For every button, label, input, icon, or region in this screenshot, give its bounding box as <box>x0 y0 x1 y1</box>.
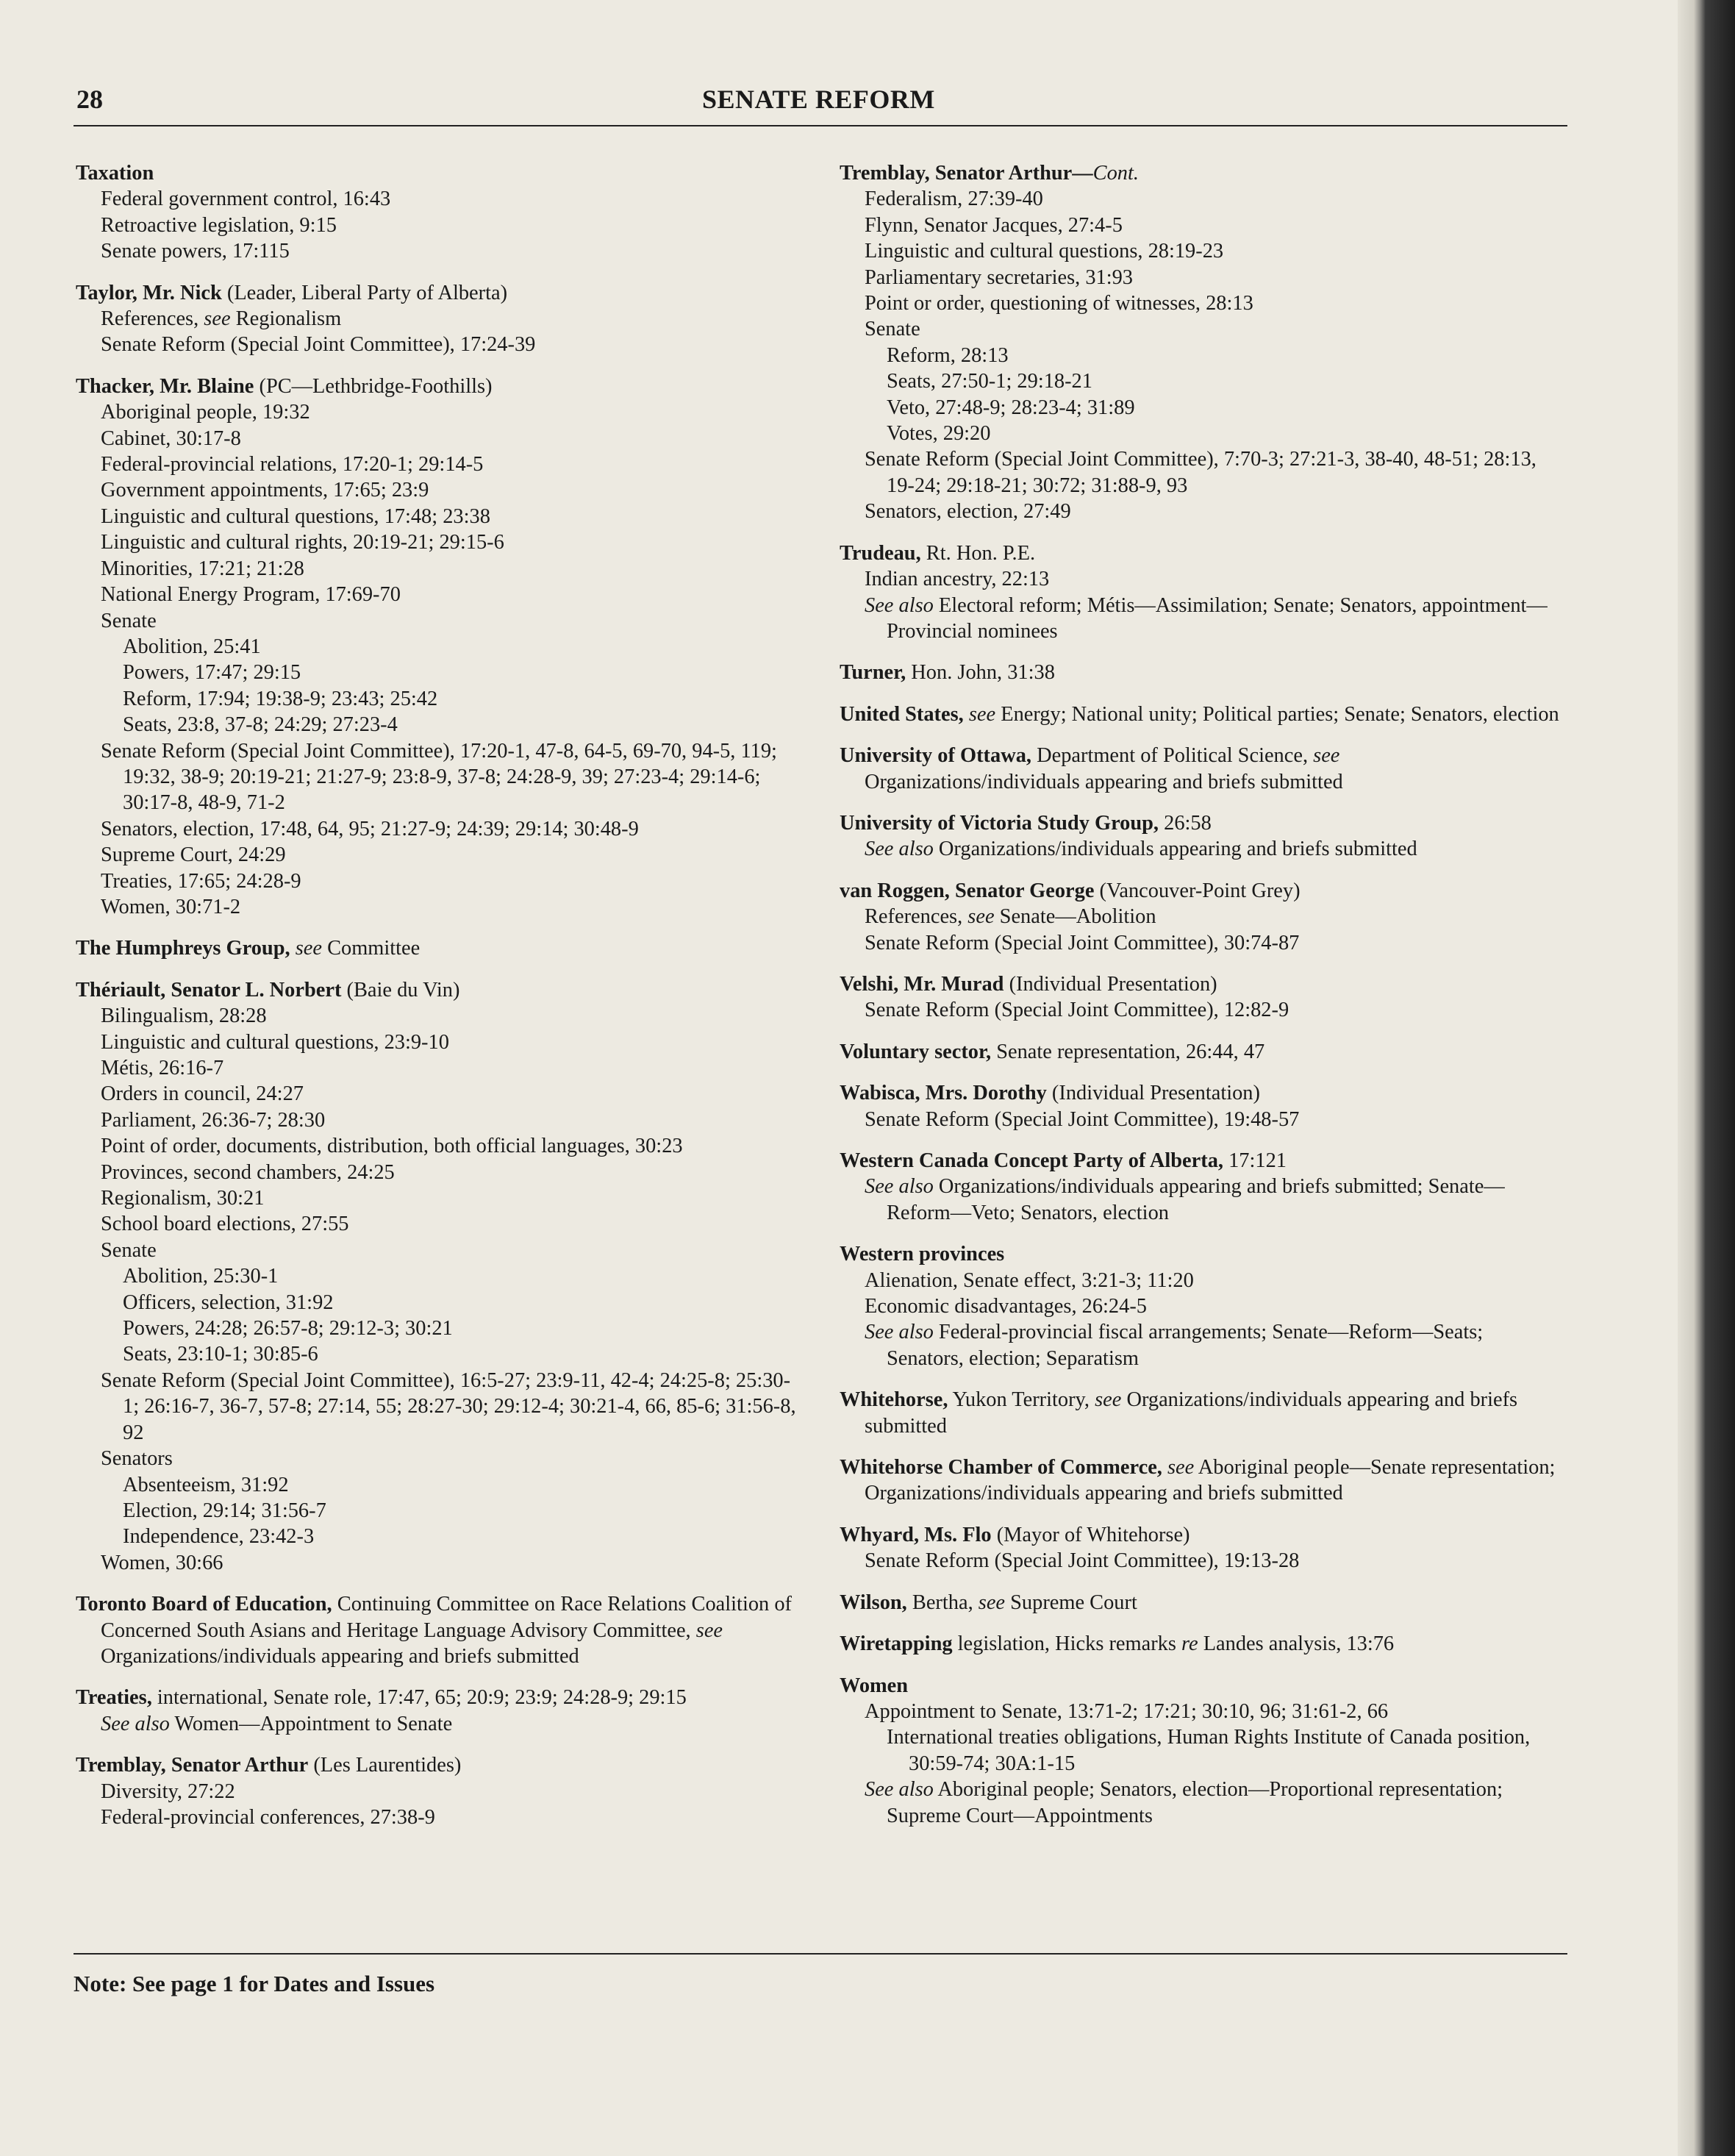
subentry: Senate <box>865 318 920 341</box>
index-entry-united-states <box>840 702 1560 727</box>
subentry: Linguistic and cultural questions, 17:48; 23:38 <box>101 504 490 528</box>
subentry: Senators, election, 27:49 <box>865 500 1071 524</box>
continued-label: Cont. <box>1092 162 1139 185</box>
running-title: SENATE REFORM <box>702 85 935 114</box>
subentry: Senators, election, 17:48, 64, 95; 21:27-9; 24:39; 29:14; 30:48-9 <box>101 817 639 840</box>
entry-heading-line <box>840 660 1560 685</box>
subentry: Orders in council, 24:27 <box>101 1082 304 1106</box>
see-reference: see <box>1313 744 1340 768</box>
see-also-text: Organizations/individuals appearing and briefs submitted; Senate—Reform—Veto; Senators, election <box>887 1175 1505 1224</box>
entry-text: international, Senate role, 17:47, 65; 20:9; 23:9; 24:28-9; 29:15 <box>151 1686 687 1710</box>
entry-text: Hon. John, 31:38 <box>906 661 1055 685</box>
subentry: Treaties, 17:65; 24:28-9 <box>101 869 301 893</box>
entry-heading-line <box>840 1590 1560 1616</box>
entry-text: legislation, Hicks remarks <box>952 1632 1181 1656</box>
see-also-text: Electoral reform; Métis—Assimilation; Senate; Senators, appointment—Provincial nominees <box>887 593 1548 643</box>
subentry: Regionalism, 30:21 <box>101 1187 265 1210</box>
entry-text: Landes analysis, 13:76 <box>1198 1632 1395 1656</box>
index-entry-velshi <box>840 971 1560 1024</box>
entry-heading-line <box>840 1631 1560 1657</box>
index-entry-toronto <box>76 1591 796 1669</box>
entry-heading: Thériault, Senator L. Norbert <box>76 978 342 1002</box>
index-entry-wiretapping <box>840 1631 1560 1657</box>
sub-subentry: Abolition, 25:41 <box>123 635 261 658</box>
sub-subentry: Veto, 27:48-9; 28:23-4; 31:89 <box>887 396 1135 419</box>
entry-heading: Velshi, Mr. Murad <box>840 972 1004 996</box>
see-reference: see <box>1095 1388 1122 1412</box>
subentry: School board elections, 27:55 <box>101 1213 349 1236</box>
entry-text: Organizations/individuals appearing and briefs submitted <box>865 1388 1518 1438</box>
entry-qualifier: Rt. Hon. P.E. <box>920 541 1036 565</box>
see-reference: see <box>695 1618 723 1642</box>
entry-qualifier: (Leader, Liberal Party of Alberta) <box>221 281 508 304</box>
entry-text: Organizations/individuals appearing and briefs submitted <box>865 770 1343 793</box>
entry-text: Senate representation, 26:44, 47 <box>991 1040 1265 1063</box>
entry-text: Continuing Committee on Race Relations Coalition of Concerned South Asians and Heritage Language Advisory Committee, <box>101 1593 792 1642</box>
subentry: Flynn, Senator Jacques, 27:4-5 <box>865 213 1123 237</box>
index-entry-van-roggen <box>840 878 1560 956</box>
entry-heading: Whyard, Ms. Flo <box>840 1523 992 1546</box>
see-reference: see <box>963 702 996 726</box>
index-entry-wabisca <box>840 1080 1560 1132</box>
entry-heading: Western Canada Concept Party of Alberta, <box>840 1149 1224 1172</box>
entry-heading: Turner, <box>840 661 906 685</box>
subentry: Appointment to Senate, 13:71-2; 17:21; 30:10, 96; 31:61-2, 66 <box>865 1699 1389 1723</box>
subentry: Cabinet, 30:17-8 <box>101 426 241 450</box>
subentry: Aboriginal people, 19:32 <box>101 401 310 424</box>
subentry: Senate Reform (Special Joint Committee), 12:82-9 <box>865 999 1289 1022</box>
entry-heading-line <box>840 160 1560 186</box>
see-reference: see <box>978 1591 1006 1614</box>
index-entry-western-canada-concept <box>840 1148 1560 1226</box>
entry-heading: University of Ottawa, <box>840 744 1031 768</box>
sub-subentry: Seats, 23:10-1; 30:85-6 <box>123 1343 318 1366</box>
see-also-label: See also <box>865 1321 934 1344</box>
entry-qualifier: (Vancouver-Point Grey) <box>1094 879 1301 902</box>
index-entry-treaties <box>76 1685 796 1737</box>
sub-subentry: Reform, 17:94; 19:38-9; 23:43; 25:42 <box>123 687 438 710</box>
entry-heading-line <box>840 1080 1560 1106</box>
subentry: Federalism, 27:39-40 <box>865 188 1043 211</box>
see-also-label: See also <box>865 1778 934 1802</box>
entry-text: Energy; National unity; Political parties; Senate; Senators, election <box>995 702 1559 726</box>
entry-heading: Whitehorse, <box>840 1388 948 1412</box>
see-also-text: Organizations/individuals appearing and briefs submitted <box>933 838 1417 861</box>
sub-subentry: Abolition, 25:30-1 <box>123 1265 279 1288</box>
entry-heading-line <box>76 935 796 961</box>
sub-subentry: International treaties obligations, Human Rights Institute of Canada position, 30:59-74; 30A:1-15 <box>887 1726 1531 1775</box>
entry-text: Bertha, <box>906 1591 979 1614</box>
subentry <box>840 904 1560 929</box>
index-column-right <box>840 160 1560 1844</box>
entry-text: Committee <box>321 937 421 960</box>
subentry-text: Regionalism <box>230 307 342 331</box>
entry-heading: Wilson, <box>840 1591 907 1614</box>
entry-heading: Wiretapping <box>840 1632 953 1656</box>
entry-heading-line <box>840 540 1560 566</box>
sub-subentry: Seats, 23:8, 37-8; 24:29; 27:23-4 <box>123 713 398 737</box>
subentry-text: Senate—Abolition <box>994 905 1156 929</box>
subentry: Federal government control, 16:43 <box>101 188 391 211</box>
subentry: Point of order, documents, distribution, both official languages, 30:23 <box>101 1135 683 1158</box>
entry-qualifier: (PC—Lethbridge-Foothills) <box>254 374 493 398</box>
entry-heading-line <box>76 280 796 306</box>
entry-text: Aboriginal people—Senate representation; Organizations/individuals appearing and briefs submitted <box>865 1456 1556 1505</box>
entry-heading: Toronto Board of Education, <box>76 1593 332 1616</box>
subentry-text: References, <box>865 905 968 929</box>
entry-heading-line <box>840 1454 1560 1507</box>
subentry: Senate Reform (Special Joint Committee), 17:24-39 <box>101 333 536 357</box>
see-also-line <box>76 1711 796 1737</box>
subentry: Senate Reform (Special Joint Committee), 16:5-27; 23:9-11, 42-4; 24:25-8; 25:30-1; 26:16-7, 36-7, 57-8; 27:14, 55; 28:27-30; 29:12-4; 30:21-4, 66, 85-6; 31:56-8, 92 <box>101 1368 796 1444</box>
index-entry-tremblay <box>76 1752 796 1830</box>
entry-heading: Trudeau, <box>840 541 921 565</box>
subentry: Supreme Court, 24:29 <box>101 843 286 867</box>
entry-heading: United States, <box>840 702 964 726</box>
entry-heading-line <box>840 1522 1560 1548</box>
entry-text: 26:58 <box>1159 811 1212 835</box>
entry-heading: Tremblay, Senator Arthur <box>76 1754 309 1777</box>
see-also-line <box>840 593 1560 645</box>
index-entry-women <box>840 1673 1560 1829</box>
sub-subentry: Absenteeism, 31:92 <box>123 1473 289 1496</box>
header-rule <box>74 125 1567 126</box>
entry-heading: Taxation <box>76 162 154 185</box>
index-entry-whitehorse-chamber <box>840 1454 1560 1507</box>
subentry: Alienation, Senate effect, 3:21-3; 11:20 <box>865 1268 1194 1292</box>
entry-heading: Tremblay, Senator Arthur— <box>840 162 1093 185</box>
entry-qualifier: (Baie du Vin) <box>341 978 460 1002</box>
entry-heading-line <box>840 1387 1560 1439</box>
index-entry-trudeau <box>840 540 1560 645</box>
entry-heading: Wabisca, Mrs. Dorothy <box>840 1082 1047 1105</box>
subentry: Government appointments, 17:65; 23:9 <box>101 479 429 502</box>
sub-subentry: Powers, 24:28; 26:57-8; 29:12-3; 30:21 <box>123 1317 453 1341</box>
subentry: Senators <box>101 1447 173 1471</box>
subentry: Federal-provincial relations, 17:20-1; 29:14-5 <box>101 453 484 476</box>
entry-heading-line <box>76 1591 796 1669</box>
sub-subentry: Election, 29:14; 31:56-7 <box>123 1499 326 1522</box>
index-column-left <box>76 160 796 1846</box>
index-entry-wilson <box>840 1590 1560 1616</box>
subentry: Senate Reform (Special Joint Committee), 19:48-57 <box>865 1107 1300 1131</box>
entry-heading: Whitehorse Chamber of Commerce, <box>840 1456 1162 1479</box>
entry-heading-line <box>840 878 1560 904</box>
see-also-text: Federal-provincial fiscal arrangements; Senate—Reform—Seats; Senators, election; Separatism <box>887 1321 1484 1370</box>
see-reference: see <box>1162 1456 1195 1479</box>
see-reference: see <box>967 905 995 929</box>
entry-heading-line <box>840 743 1560 795</box>
entry-heading-line <box>840 702 1560 727</box>
see-also-label: See also <box>865 1175 934 1199</box>
index-entry-tremblay-continued <box>840 160 1560 525</box>
entry-heading-line <box>76 977 796 1003</box>
index-entry-theriault <box>76 977 796 1576</box>
subentry: Women, 30:66 <box>101 1551 223 1574</box>
see-also-line <box>840 836 1560 862</box>
entry-heading: van Roggen, Senator George <box>840 879 1095 902</box>
subentry: Senate Reform (Special Joint Committee), 17:20-1, 47-8, 64-5, 69-70, 94-5, 119; 19:32, 38-9; 20:19-21; 21:27-9; 23:8-9, 37-8; 24:28-9, 39; 27:23-4; 29:14-6; 30:17-8, 48-9, 71-2 <box>101 739 777 815</box>
see-also-label: See also <box>865 838 934 861</box>
subentry: Indian ancestry, 22:13 <box>865 568 1050 591</box>
entry-heading-line <box>76 1752 796 1778</box>
entry-text: Organizations/individuals appearing and briefs submitted <box>101 1644 579 1668</box>
index-entry-whyard <box>840 1522 1560 1574</box>
subentry-text: References, <box>101 307 204 331</box>
entry-qualifier: (Les Laurentides) <box>308 1754 462 1777</box>
see-also-line <box>840 1777 1560 1829</box>
subentry: Provinces, second chambers, 24:25 <box>101 1160 395 1184</box>
footer-rule <box>74 1953 1567 1955</box>
index-entry-whitehorse <box>840 1387 1560 1439</box>
subentry: Linguistic and cultural rights, 20:19-21; 29:15-6 <box>101 531 504 554</box>
subentry: Métis, 26:16-7 <box>101 1057 224 1079</box>
footer-note: Note: See page 1 for Dates and Issues <box>74 1971 435 1996</box>
sub-subentry: Powers, 17:47; 29:15 <box>123 661 301 685</box>
entry-qualifier: (Mayor of Whitehorse) <box>991 1523 1190 1546</box>
entry-text: Yukon Territory, <box>948 1388 1095 1412</box>
entry-qualifier: (Individual Presentation) <box>1046 1082 1260 1105</box>
subentry: National Energy Program, 17:69-70 <box>101 583 401 607</box>
subentry: Senate Reform (Special Joint Committee), 7:70-3; 27:21-3, 38-40, 48-51; 28:13, 19-24; 29:18-21; 30:72; 31:88-9, 93 <box>865 448 1537 497</box>
entry-text: Department of Political Science, <box>1031 744 1314 768</box>
subentry: Senate <box>101 609 157 632</box>
entry-qualifier: (Individual Presentation) <box>1004 972 1217 996</box>
index-entry-turner <box>840 660 1560 685</box>
sub-subentry: Reform, 28:13 <box>887 343 1009 367</box>
sub-subentry: Independence, 23:42-3 <box>123 1525 315 1549</box>
sub-subentry: Officers, selection, 31:92 <box>123 1291 334 1314</box>
entry-text: 17:121 <box>1223 1149 1287 1172</box>
subentry: Senate Reform (Special Joint Committee), 19:13-28 <box>865 1549 1300 1573</box>
entry-heading: Western provinces <box>840 1243 1005 1266</box>
entry-heading: The Humphreys Group, <box>76 937 290 960</box>
subentry: Diversity, 27:22 <box>101 1780 235 1803</box>
subentry: Minorities, 17:21; 21:28 <box>101 557 304 580</box>
index-entry-western-provinces <box>840 1241 1560 1371</box>
see-reference: see <box>204 307 231 331</box>
page-number: 28 <box>76 85 103 114</box>
index-entry-taylor <box>76 280 796 358</box>
index-entry-humphreys <box>76 935 796 961</box>
subentry: Women, 30:71-2 <box>101 895 241 918</box>
subentry: Point or order, questioning of witnesses, 28:13 <box>865 292 1253 315</box>
index-entry-university-ottawa <box>840 743 1560 795</box>
index-entry-voluntary-sector <box>840 1039 1560 1065</box>
subentry: Senate powers, 17:115 <box>101 240 290 263</box>
entry-heading: Treaties, <box>76 1686 152 1710</box>
entry-heading: Women <box>840 1674 909 1697</box>
sub-subentry: Seats, 27:50-1; 29:18-21 <box>887 370 1092 393</box>
entry-heading-line <box>840 1039 1560 1065</box>
subentry: Bilingualism, 28:28 <box>101 1004 267 1028</box>
see-also-line <box>840 1174 1560 1226</box>
entry-heading-line <box>76 1685 796 1710</box>
subentry <box>76 306 796 332</box>
subentry: Linguistic and cultural questions, 28:19-23 <box>865 240 1224 263</box>
subentry: Linguistic and cultural questions, 23:9-10 <box>101 1030 449 1054</box>
subentry: Retroactive legislation, 9:15 <box>101 213 337 237</box>
re-reference: re <box>1181 1632 1198 1656</box>
subentry: Federal-provincial conferences, 27:38-9 <box>101 1805 435 1829</box>
entry-heading-line <box>840 971 1560 997</box>
subentry: Parliamentary secretaries, 31:93 <box>865 265 1133 289</box>
subentry: Senate Reform (Special Joint Committee), 30:74-87 <box>865 931 1300 954</box>
sub-subentry: Votes, 29:20 <box>887 422 991 446</box>
see-also-label: See also <box>865 593 934 617</box>
index-entry-taxation <box>76 160 796 265</box>
see-reference: see <box>290 937 322 960</box>
see-also-line <box>840 1319 1560 1371</box>
index-entry-thacker <box>76 374 796 921</box>
entry-heading: Thacker, Mr. Blaine <box>76 374 254 398</box>
entry-heading: University of Victoria Study Group, <box>840 811 1159 835</box>
see-also-text: Women—Appointment to Senate <box>169 1712 453 1735</box>
entry-heading-line <box>76 374 796 399</box>
entry-heading: Voluntary sector, <box>840 1040 992 1063</box>
entry-heading: Taylor, Mr. Nick <box>76 281 222 304</box>
subentry: Parliament, 26:36-7; 28:30 <box>101 1108 326 1132</box>
subentry: Senate <box>101 1238 157 1262</box>
see-also-text: Aboriginal people; Senators, election—Proportional representation; Supreme Court—Appointments <box>887 1778 1503 1827</box>
subentry: Economic disadvantages, 26:24-5 <box>865 1295 1147 1318</box>
entry-text: Supreme Court <box>1005 1591 1137 1614</box>
entry-heading-line <box>840 810 1560 836</box>
entry-heading-line <box>840 1148 1560 1174</box>
see-also-label: See also <box>101 1712 170 1735</box>
book-binding-shadow <box>1678 0 1735 2156</box>
index-entry-university-victoria <box>840 810 1560 863</box>
